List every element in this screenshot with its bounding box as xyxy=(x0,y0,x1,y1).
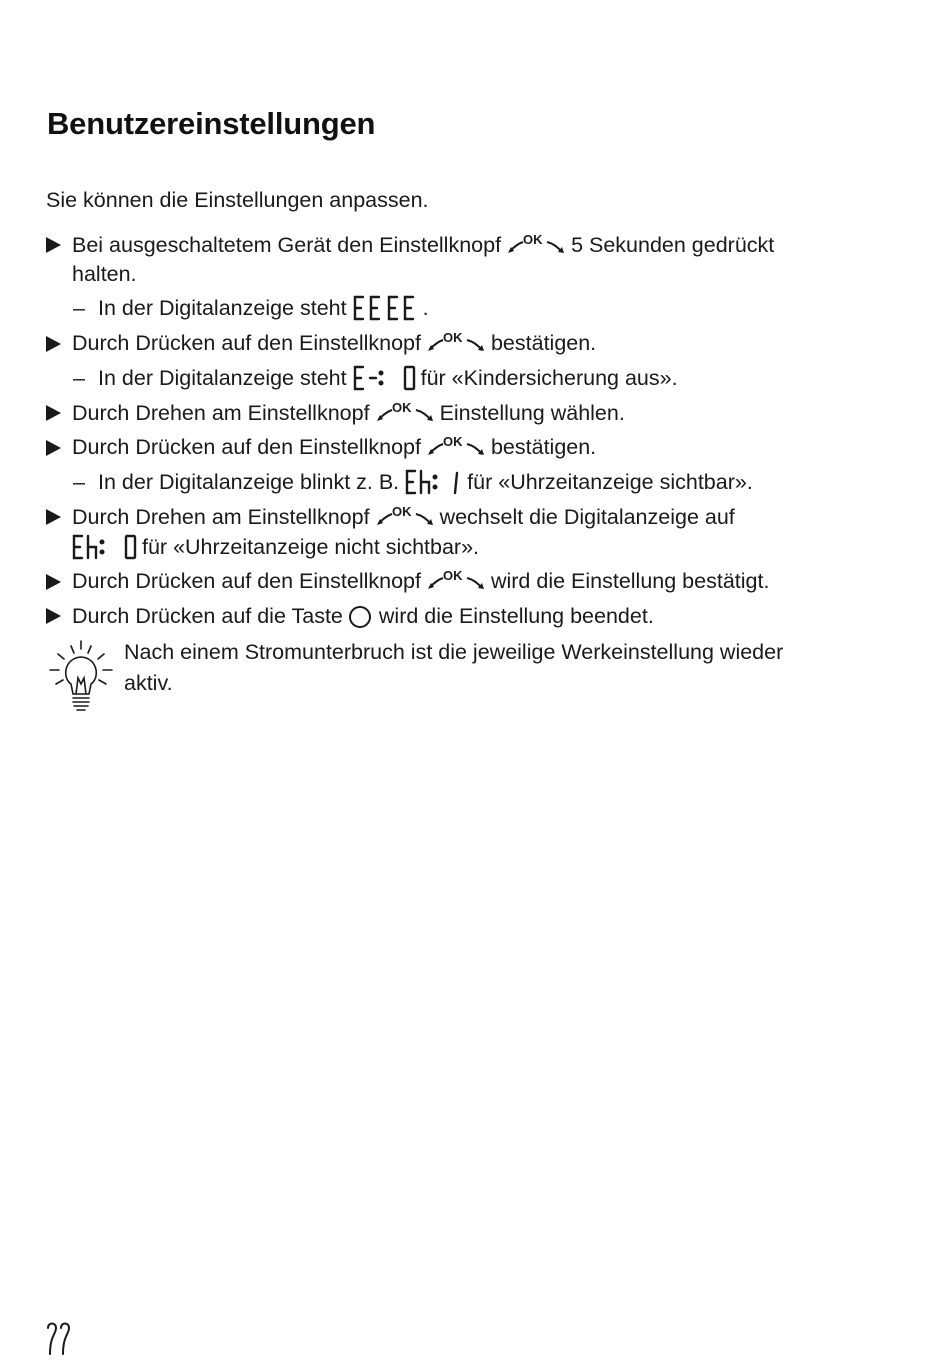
lightbulb-icon xyxy=(48,640,114,717)
ok-knob-icon xyxy=(427,330,485,362)
step-text: für «Kindersicherung aus». xyxy=(420,366,678,390)
tip-text-line-1: Nach einem Stromunterbruch ist die jeweilige Werkeinstellung wieder xyxy=(124,640,784,664)
step-text: Durch Drücken auf den Einstellknopf xyxy=(72,331,421,355)
digital-display-icon xyxy=(405,469,463,503)
digital-display-icon xyxy=(72,534,138,568)
step-text: wird die Einstellung bestätigt. xyxy=(490,569,770,593)
step-text: wechselt die Digitalanzeige auf xyxy=(439,505,735,529)
tip-text-line-2: aktiv. xyxy=(124,671,173,695)
step-4 xyxy=(72,432,596,466)
step-text: Einstellung wählen. xyxy=(439,401,625,425)
dash-marker: – xyxy=(73,296,85,320)
step-text: In der Digitalanzeige steht xyxy=(98,366,347,390)
knob-label: OK xyxy=(391,504,412,519)
ok-knob-icon xyxy=(427,568,485,600)
bullet-arrow-icon xyxy=(46,336,61,352)
ok-knob-icon xyxy=(376,400,434,432)
step-text: für «Uhrzeitanzeige sichtbar». xyxy=(467,470,753,494)
step-text: Durch Drücken auf den Einstellknopf xyxy=(72,569,421,593)
step-1 xyxy=(72,230,774,264)
step-text: Durch Drehen am Einstellknopf xyxy=(72,401,370,425)
knob-label: OK xyxy=(442,434,463,449)
step-text: wird die Einstellung beendet. xyxy=(378,604,654,628)
ok-knob-icon xyxy=(427,434,485,466)
step-text: In der Digitalanzeige steht xyxy=(98,296,347,320)
step-2 xyxy=(72,328,596,362)
knob-label: OK xyxy=(523,232,543,247)
digital-display-icon xyxy=(353,295,419,329)
substep-1 xyxy=(98,293,429,329)
bullet-arrow-icon xyxy=(46,608,61,624)
bullet-arrow-icon xyxy=(46,509,61,525)
dash-marker: – xyxy=(73,470,85,494)
step-text: bestätigen. xyxy=(490,435,597,459)
step-text: Durch Drehen am Einstellknopf xyxy=(72,505,370,529)
bullet-arrow-icon xyxy=(46,440,61,456)
knob-label: OK xyxy=(442,330,463,345)
step-text: . xyxy=(422,296,429,320)
knob-label: OK xyxy=(391,400,412,415)
digital-display-icon xyxy=(353,365,417,399)
step-5-cont xyxy=(72,532,479,568)
step-text: Bei ausgeschaltetem Gerät den Einstellknopf xyxy=(72,233,502,257)
bullet-arrow-icon xyxy=(46,237,61,253)
step-text: bestätigen. xyxy=(490,331,597,355)
intro-text: Sie können die Einstellungen anpassen. xyxy=(46,188,429,212)
step-7 xyxy=(72,601,654,631)
step-1-cont: halten. xyxy=(72,262,137,286)
step-5 xyxy=(72,502,735,536)
substep-3 xyxy=(98,467,753,503)
knob-label: OK xyxy=(442,568,463,583)
step-3 xyxy=(72,398,625,432)
bullet-arrow-icon xyxy=(46,574,61,590)
step-text: Durch Drücken auf den Einstellknopf xyxy=(72,435,421,459)
circle-button-icon xyxy=(349,606,371,628)
ok-knob-icon xyxy=(507,232,565,264)
bullet-arrow-icon xyxy=(46,405,61,421)
step-text: In der Digitalanzeige blinkt z. B. xyxy=(98,470,400,494)
step-text: 5 Sekunden gedrückt xyxy=(571,233,775,257)
substep-2 xyxy=(98,363,678,399)
page-title: Benutzereinstellungen xyxy=(47,106,376,141)
page-number xyxy=(46,1320,74,1361)
step-text: Durch Drücken auf die Taste xyxy=(72,604,343,628)
step-6 xyxy=(72,566,769,600)
dash-marker: – xyxy=(73,366,85,390)
step-text: für «Uhrzeitanzeige nicht sichtbar». xyxy=(142,535,480,559)
